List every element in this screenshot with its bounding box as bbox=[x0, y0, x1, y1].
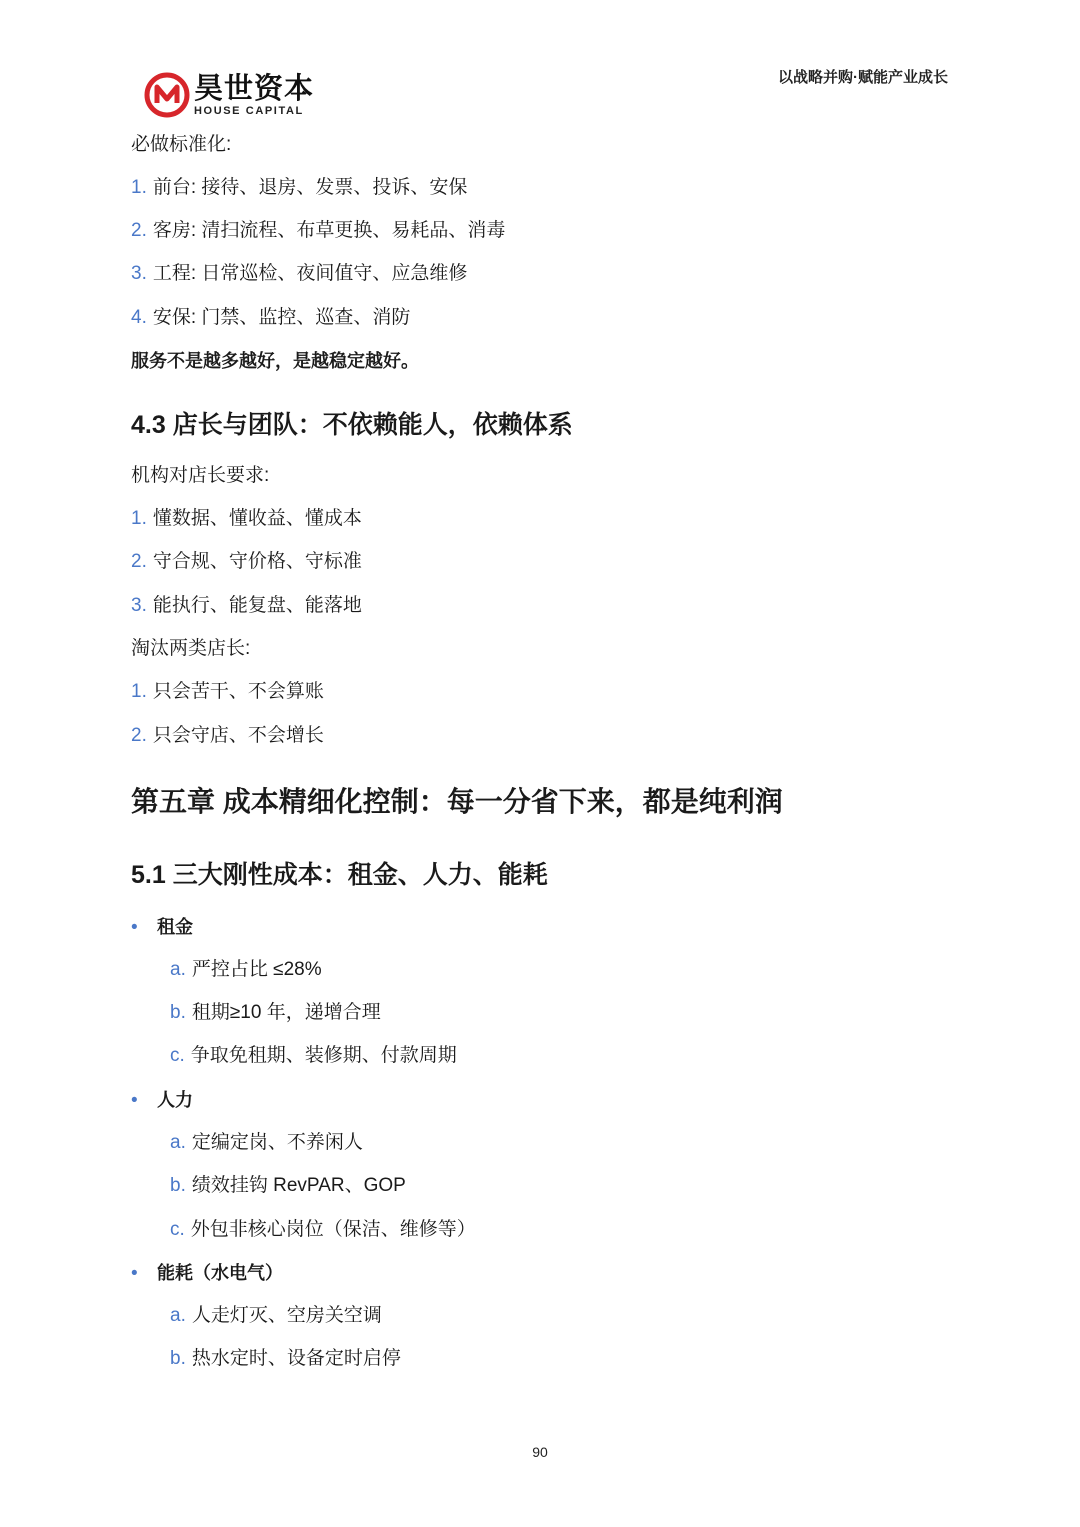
bullet-label: 租金 bbox=[157, 917, 193, 937]
house-capital-logo-icon bbox=[144, 72, 190, 118]
section-heading-5-1: 5.1 三大刚性成本：租金、人力、能耗 bbox=[131, 861, 548, 889]
sub-list-item bbox=[170, 1347, 401, 1371]
bullet-icon: • bbox=[131, 1090, 138, 1111]
list-letter: c. bbox=[170, 1045, 185, 1066]
list-item bbox=[131, 724, 324, 748]
list-letter: a. bbox=[170, 1132, 186, 1153]
sub-list-item bbox=[170, 1174, 406, 1198]
bullet-icon: • bbox=[131, 917, 138, 938]
list-item bbox=[131, 550, 362, 574]
page-number: 90 bbox=[532, 1444, 548, 1460]
list-item bbox=[131, 507, 362, 531]
sub-list-item bbox=[170, 1218, 476, 1242]
list-number: 1. bbox=[131, 177, 147, 198]
sub-list-item bbox=[170, 1131, 363, 1155]
list-letter: c. bbox=[170, 1219, 185, 1240]
chapter-heading-5: 第五章 成本精细化控制：每一分省下来，都是纯利润 bbox=[131, 786, 783, 817]
list-text: 安保: 门禁、监控、巡查、消防 bbox=[152, 307, 411, 328]
list-text: 严控占比 ≤28% bbox=[191, 959, 322, 980]
list-number: 2. bbox=[131, 551, 147, 572]
eliminate-managers-intro: 淘汰两类店长: bbox=[131, 638, 251, 659]
list-number: 2. bbox=[131, 725, 147, 746]
list-text: 人走灯灭、空房关空调 bbox=[191, 1305, 382, 1326]
list-number: 4. bbox=[131, 307, 147, 328]
list-text: 懂数据、懂收益、懂成本 bbox=[152, 508, 362, 529]
list-text: 只会守店、不会增长 bbox=[152, 725, 324, 746]
list-item bbox=[131, 219, 505, 243]
logo-english-name: HOUSE CAPITAL bbox=[194, 105, 304, 117]
manager-requirements-intro: 机构对店长要求: bbox=[131, 465, 270, 486]
list-text: 外包非核心岗位（保洁、维修等） bbox=[190, 1219, 476, 1240]
list-text: 租期≥10 年，递增合理 bbox=[191, 1002, 381, 1023]
service-conclusion: 服务不是越多越好，是越稳定越好。 bbox=[131, 351, 419, 371]
bullet-item bbox=[131, 915, 193, 940]
list-text: 客房: 清扫流程、布草更换、易耗品、消毒 bbox=[152, 220, 506, 241]
list-item bbox=[131, 306, 410, 330]
list-letter: b. bbox=[170, 1348, 186, 1369]
list-text: 工程: 日常巡检、夜间值守、应急维修 bbox=[152, 263, 468, 284]
list-number: 3. bbox=[131, 263, 147, 284]
sub-list-item bbox=[170, 1044, 457, 1068]
list-text: 定编定岗、不养闲人 bbox=[191, 1132, 363, 1153]
sub-list-item bbox=[170, 958, 322, 982]
list-text: 热水定时、设备定时启停 bbox=[191, 1348, 401, 1369]
list-letter: b. bbox=[170, 1175, 186, 1196]
list-letter: b. bbox=[170, 1002, 186, 1023]
list-number: 3. bbox=[131, 595, 147, 616]
header-slogan: 以战略并购·赋能产业成长 bbox=[778, 69, 948, 86]
list-item bbox=[131, 262, 467, 286]
list-item bbox=[131, 176, 467, 200]
list-letter: a. bbox=[170, 1305, 186, 1326]
bullet-icon: • bbox=[131, 1263, 138, 1284]
company-logo bbox=[144, 72, 314, 122]
list-letter: a. bbox=[170, 959, 186, 980]
bullet-label: 能耗（水电气） bbox=[157, 1263, 283, 1283]
list-text: 绩效挂钩 RevPAR、GOP bbox=[191, 1175, 406, 1196]
bullet-item bbox=[131, 1088, 193, 1113]
list-item bbox=[131, 594, 362, 618]
list-number: 1. bbox=[131, 508, 147, 529]
list-item bbox=[131, 680, 324, 704]
bullet-item bbox=[131, 1261, 283, 1286]
list-text: 争取免租期、装修期、付款周期 bbox=[190, 1045, 457, 1066]
list-text: 只会苦干、不会算账 bbox=[152, 681, 324, 702]
sub-list-item bbox=[170, 1001, 381, 1025]
list-number: 1. bbox=[131, 681, 147, 702]
list-text: 守合规、守价格、守标准 bbox=[152, 551, 362, 572]
list-text: 前台: 接待、退房、发票、投诉、安保 bbox=[152, 177, 468, 198]
logo-chinese-name: 昊世资本 bbox=[194, 73, 315, 105]
list-number: 2. bbox=[131, 220, 147, 241]
sub-list-item bbox=[170, 1304, 382, 1328]
section-heading-4-3: 4.3 店长与团队：不依赖能人，依赖体系 bbox=[131, 411, 573, 439]
bullet-label: 人力 bbox=[157, 1090, 193, 1110]
standardization-intro: 必做标准化: bbox=[131, 134, 232, 155]
list-text: 能执行、能复盘、能落地 bbox=[152, 595, 362, 616]
